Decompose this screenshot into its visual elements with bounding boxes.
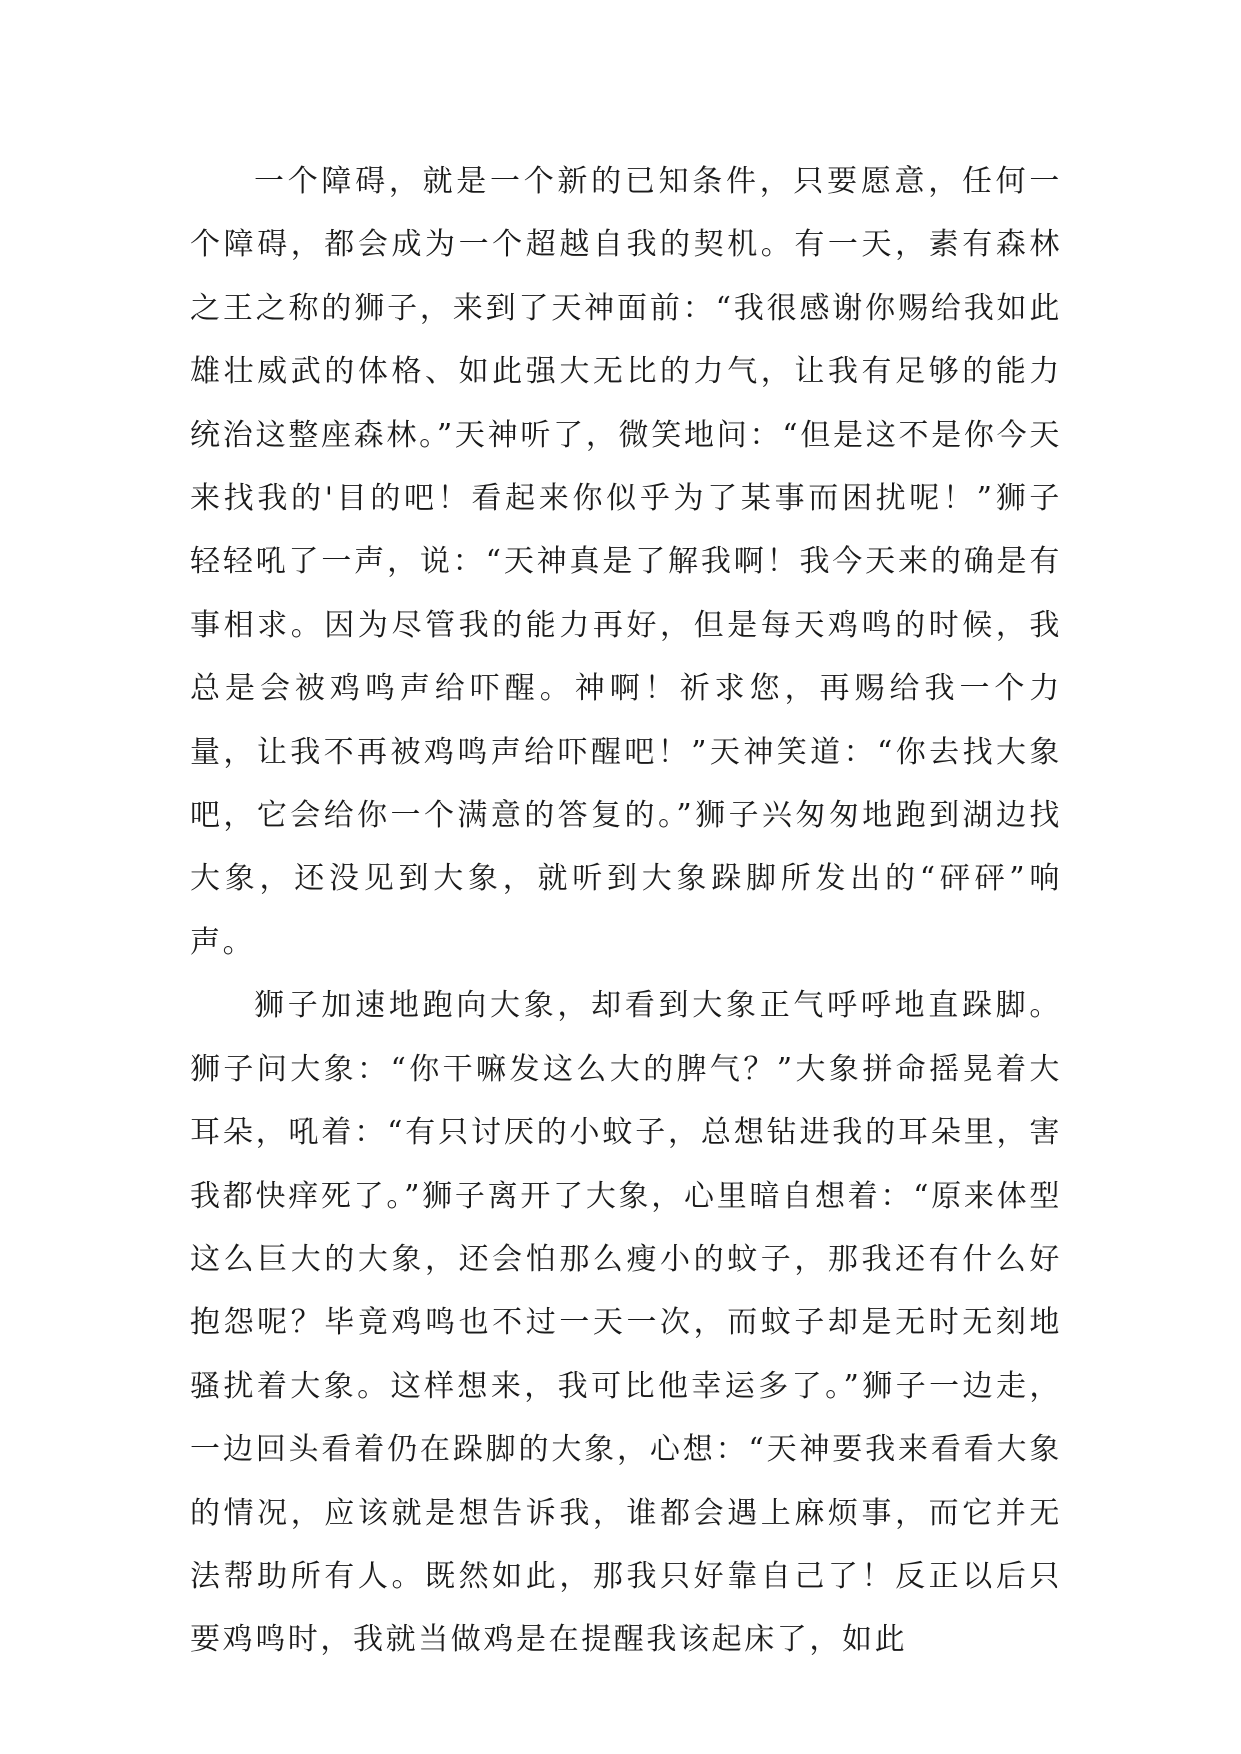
paragraph: 狮子加速地跑向大象，却看到大象正气呼呼地直跺脚。狮子问大象：“你干嘛发这么大的脾气？”大象拼命摇晃着大耳朵，吼着：“有只讨厌的小蚊子，总想钻进我的耳朵里，害我都快痒死了。”狮子离开了大象，心里暗自想着：“原来体型这么巨大的大象，还会怕那么瘦小的蚊子，那我还有什么好抱怨呢？毕竟鸡鸣也不过一天一次，而蚊子却是无时无刻地骚扰着大象。这样想来，我可比他幸运多了。”狮子一边走，一边回头看着仍在跺脚的大象，心想：“天神要我来看看大象的情况，应该就是想告诉我，谁都会遇上麻烦事，而它并无法帮助所有人。既然如此，那我只好靠自己了！反正以后只要鸡鸣时，我就当做鸡是在提醒我该起床了，如此 <box>190 988 1062 1658</box>
paragraph: 一个障碍，就是一个新的已知条件，只要愿意，任何一个障碍，都会成为一个超越自我的契机。有一天，素有森林之王之称的狮子，来到了天神面前：“我很感谢你赐给我如此雄壮威武的体格、如此强大无比的力气，让我有足够的能力统治这整座森林。”天神听了，微笑地问：“但是这不是你今天来找我的'目的吧！看起来你似乎为了某事而困扰呢！”狮子轻轻吼了一声，说：“天神真是了解我啊！我今天来的确是有事相求。因为尽管我的能力再好，但是每天鸡鸣的时候，我总是会被鸡鸣声给吓醒。神啊！祈求您，再赐给我一个力量，让我不再被鸡鸣声给吓醒吧！”天神笑道：“你去找大象吧，它会给你一个满意的答复的。”狮子兴匆匆地跑到湖边找大象，还没见到大象，就听到大象跺脚所发出的“砰砰”响声。 <box>190 164 1062 960</box>
document-page <box>190 150 1062 1672</box>
